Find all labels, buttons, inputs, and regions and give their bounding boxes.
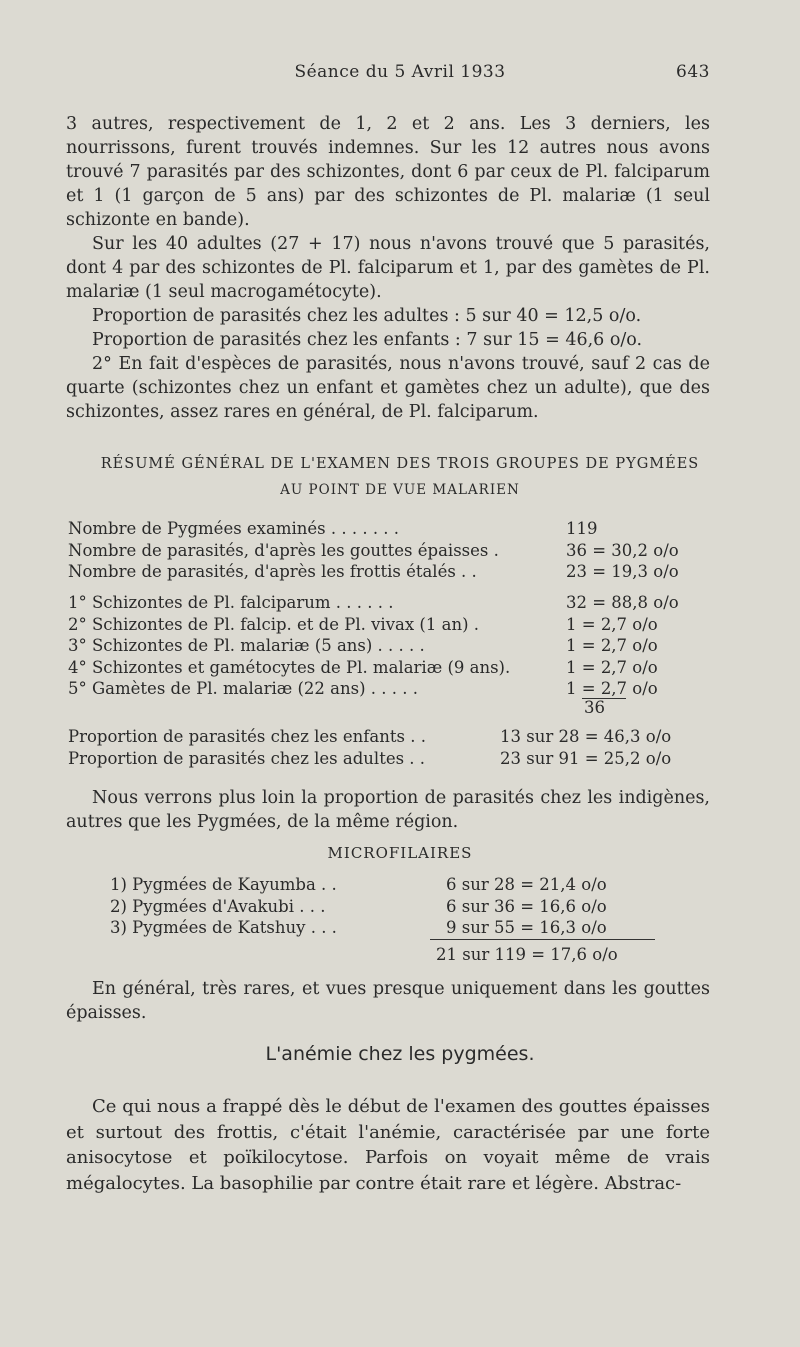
header-title: Séance du 5 Avril 1933 bbox=[294, 62, 506, 82]
paragraph: Proportion de parasités chez les adultes : 5 sur 40 = 12,5 o/o. bbox=[92, 306, 642, 326]
table-row: Proportion de parasités chez les enfants . . 13 sur 28 = 46,3 o/o bbox=[68, 727, 672, 746]
resume-group-2 bbox=[68, 592, 712, 700]
page-number: 643 bbox=[676, 62, 710, 82]
running-header bbox=[0, 62, 800, 88]
intro-text bbox=[66, 112, 710, 424]
closing-paragraph: Ce qui nous a frappé dès le début de l'examen des gouttes épaisses et surtout des frottis, c'était l'anémie, caractérisée par une forte anisocytose et poïkilocytose. Parfois on voyait même de vrais mégalocytes. La basophilie par contre était rare et légère. Abstrac- bbox=[66, 1096, 710, 1194]
general-paragraph: En général, très rares, et vues presque uniquement dans les gouttes épaisses. bbox=[66, 979, 710, 1023]
total-value: 36 bbox=[584, 698, 605, 717]
table-row: Nombre de parasités, d'après les frottis étalés . . 23 = 19,3 o/o bbox=[68, 562, 679, 581]
resume-group-1 bbox=[68, 518, 712, 583]
table-row: 4° Schizontes et gamétocytes de Pl. malariæ (9 ans). 1 = 2,7 o/o bbox=[68, 657, 658, 677]
table-row: 2) Pygmées d'Avakubi . . . 6 sur 36 = 16,6 o/o bbox=[110, 896, 607, 916]
paragraph: Proportion de parasités chez les enfants : 7 sur 15 = 46,6 o/o. bbox=[92, 330, 643, 350]
table-row: Proportion de parasités chez les adultes . . 23 sur 91 = 25,2 o/o bbox=[68, 748, 672, 768]
resume-title-line2: AU POINT DE VUE MALARIEN bbox=[280, 482, 520, 498]
table-row: Nombre de Pygmées examinés . . . . . . . 119 bbox=[68, 519, 598, 538]
microfilaires-total-row bbox=[110, 944, 670, 966]
table-row: 3) Pygmées de Katshuy . . . 9 sur 55 = 16,3 o/o bbox=[110, 918, 607, 937]
table-row: 2° Schizontes de Pl. falcip. et de Pl. vivax (1 an) . 1 = 2,7 o/o bbox=[68, 614, 658, 634]
paragraph: 2° En fait d'espèces de parasités, nous n'avons trouvé, sauf 2 cas de quarte (schizontes chez un enfant et gamètes chez un adulte), que des schizontes, assez rares en général, de Pl. falciparum. bbox=[66, 354, 710, 422]
microfilaires-table bbox=[110, 874, 670, 939]
table-row: 1) Pygmées de Kayumba . . 6 sur 28 = 21,4 o/o bbox=[110, 875, 607, 894]
microfilaires-title: MICROFILAIRES bbox=[327, 844, 473, 862]
microfilaires-total: 21 sur 119 = 17,6 o/o bbox=[436, 945, 618, 964]
paragraph: Sur les 40 adultes (27 + 17) nous n'avons trouvé que 5 parasités, dont 4 par des schizontes de Pl. falciparum et 1, par des gamètes de Pl. malariæ (1 seul macrogamétocyte). bbox=[66, 234, 710, 302]
table-row: 5° Gamètes de Pl. malariæ (22 ans) . . . . . 1 = 2,7 o/o bbox=[68, 679, 658, 698]
table-row: 3° Schizontes de Pl. malariæ (5 ans) . . . . . 1 = 2,7 o/o bbox=[68, 636, 658, 655]
sum-rule bbox=[430, 939, 655, 940]
section-title: L'anémie chez les pygmées. bbox=[265, 1043, 535, 1065]
note-paragraph: Nous verrons plus loin la proportion de parasités chez les indigènes, autres que les Pygmées, de la même région. bbox=[66, 788, 710, 832]
paragraph: 3 autres, respectivement de 1, 2 et 2 ans. Les 3 derniers, les nourrissons, furent trouvés indemnes. Sur les 12 autres nous avons trouvé 7 parasités par des schizontes, dont 6 par ceux de Pl. falciparum et 1 (1 garçon de 5 ans) par des schizontes de Pl. malariæ (1 seul schizonte en bande). bbox=[66, 114, 710, 230]
resume-group-3 bbox=[68, 726, 712, 769]
resume-title-line1: RÉSUMÉ GÉNÉRAL DE L'EXAMEN DES TROIS GROUPES DE PYGMÉES bbox=[100, 456, 700, 472]
table-row: 1° Schizontes de Pl. falciparum . . . . . . 32 = 88,8 o/o bbox=[68, 593, 679, 612]
table-row: Nombre de parasités, d'après les gouttes épaisses . 36 = 30,2 o/o bbox=[68, 540, 679, 560]
